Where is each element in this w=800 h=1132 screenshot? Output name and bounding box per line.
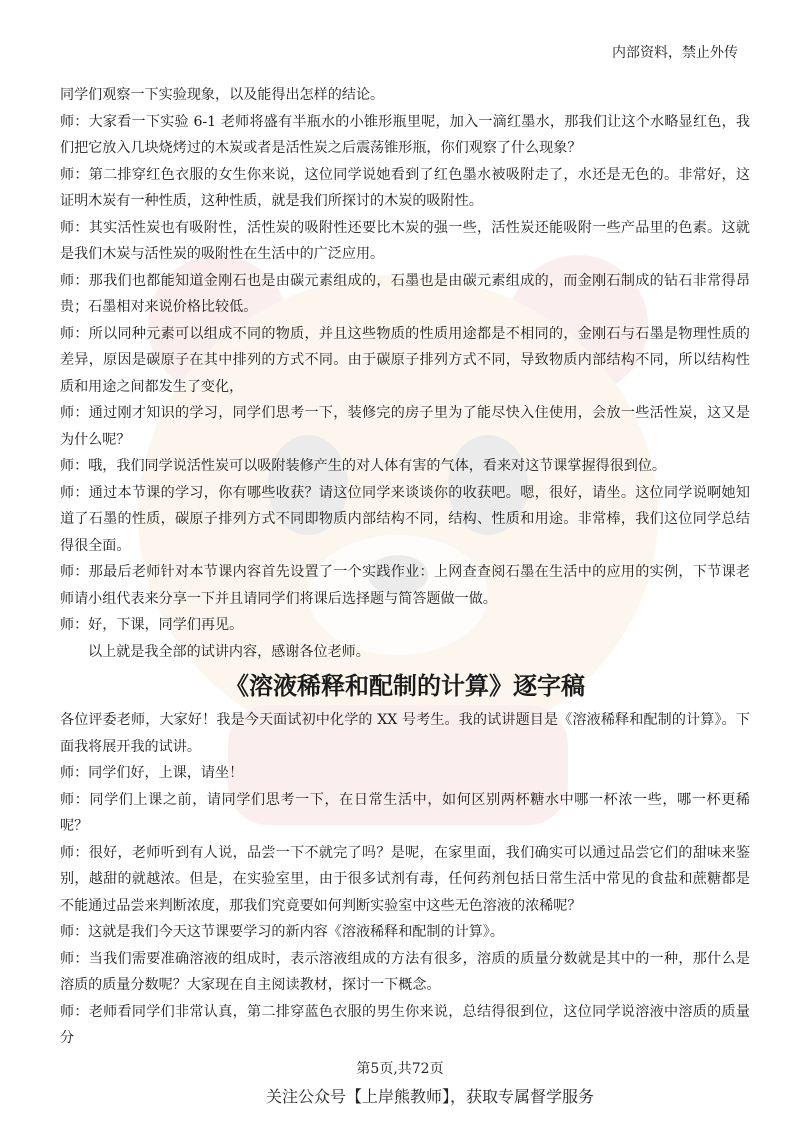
paragraph: 师：通过本节课的学习，你有哪些收获？请这位同学来谈谈你的收获吧。嗯，很好，请坐。这位同学说啊她知道了石墨的性质，碳原子排列方式不同即物质内部结构不同，结构、性质和用途。非常棒，我们这位同学总结得很全面。 (60, 484, 750, 554)
footer-promo: 关注公众号【上岸熊教师】，获取专属督学服务 (265, 1087, 594, 1106)
paragraph: 师：那我们也都能知道金刚石也是由碳元素组成的，石墨也是由碳元素组成的，而金刚石制成的钻石非常得昂贵；石墨相对来说价格比较低。 (60, 272, 750, 315)
paragraph: 师：大家看一下实验 6-1 老师将盛有半瓶水的小锥形瓶里呢，加入一滴红墨水，那我们让这个水略显红色，我们把它放入几块烧烤过的木炭或者是活性炭之后震荡锥形瓶，你们观察了什么现象？ (60, 113, 750, 156)
section-title: 《溶液稀释和配制的计算》逐字稿 (225, 671, 585, 700)
paragraph: 师：同学们上课之前，请同学们思考一下，在日常生活中，如何区别两杯糖水中哪一杯浓一些，哪一杯更稀呢？ (60, 791, 750, 834)
paragraph: 师：哦，我们同学说活性炭可以吸附装修产生的对人体有害的气体，看来对这节课掌握得很到位。 (60, 458, 667, 474)
closing-line: 以上就是我全部的试讲内容，感谢各位老师。 (88, 643, 370, 660)
confidential-note: 内部资料，禁止外传 (612, 45, 738, 61)
paragraph: 师：当我们需要准确溶液的组成时，表示溶液组成的方法有很多，溶质的质量分数就是其中的一种，那什么是溶质的质量分数呢？大家现在自主阅读教材，探讨一下概念。 (60, 950, 750, 993)
paragraph: 师：老师看同学们非常认真，第二排穿蓝色衣服的男生你来说，总结得很到位，这位同学说溶液中溶质的质量分 (60, 1003, 750, 1046)
paragraph: 师：这就是我们今天这节课要学习的新内容《溶液稀释和配制的计算》。 (60, 924, 504, 940)
paragraph: 同学们观察一下实验现象，以及能得出怎样的结论。 (60, 87, 385, 103)
paragraph: 师：好，下课，同学们再见。 (60, 617, 244, 633)
paragraph: 师：那最后老师针对本节课内容首先设置了一个实践作业：上网查查阅石墨在生活中的应用的实例，下节课老师请小组代表来分享一下并且请同学们将课后选择题与简答题做一做。 (60, 564, 750, 607)
paragraph: 师：第二排穿红色衣服的女生你来说，这位同学说她看到了红色墨水被吸附走了，水还是无色的。非常好，这证明木炭有一种性质，这种性质，就是我们所探讨的木炭的吸附性。 (60, 166, 750, 209)
paragraph: 师：其实活性炭也有吸附性，活性炭的吸附性还要比木炭的强一些，活性炭还能吸附一些产品里的色素。这就是我们木炭与活性炭的吸附性在生活中的广泛应用。 (60, 219, 750, 262)
paragraph: 师：同学们好，上课，请坐！ (60, 765, 244, 781)
paragraph: 师：通过刚才知识的学习，同学们思考一下，装修完的房子里为了能尽快入住使用，会放一些活性炭，这又是为什么呢？ (60, 405, 750, 448)
paragraph: 师：所以同种元素可以组成不同的物质，并且这些物质的性质用途都是不相同的，金刚石与石墨是物理性质的差异，原因是碳原子在其中排列的方式不同。由于碳原子排列方式不同，导致物质内部结构不同，所以结构性质和用途之间都发生了变化， (60, 325, 750, 395)
paragraph: 师：很好，老师听到有人说，品尝一下不就完了吗？是呢，在家里面，我们确实可以通过品尝它们的甜味来鉴别，越甜的就越浓。但是，在实验室里，由于很多试剂有毒，任何药剂包括日常生活中常见的食盐和蔗糖都是不能通过品尝来判断浓度，那我们究竟要如何判断实验室中这些无色溶液的浓稀呢？ (60, 844, 750, 914)
document-body (60, 82, 750, 1052)
paragraph: 各位评委老师，大家好！我是今天面试初中化学的 XX 号考生。我的试讲题目是《溶液稀释和配制的计算》。下面我将展开我的试讲。 (60, 712, 750, 755)
page-number: 第5页,共72页 (356, 1061, 444, 1077)
